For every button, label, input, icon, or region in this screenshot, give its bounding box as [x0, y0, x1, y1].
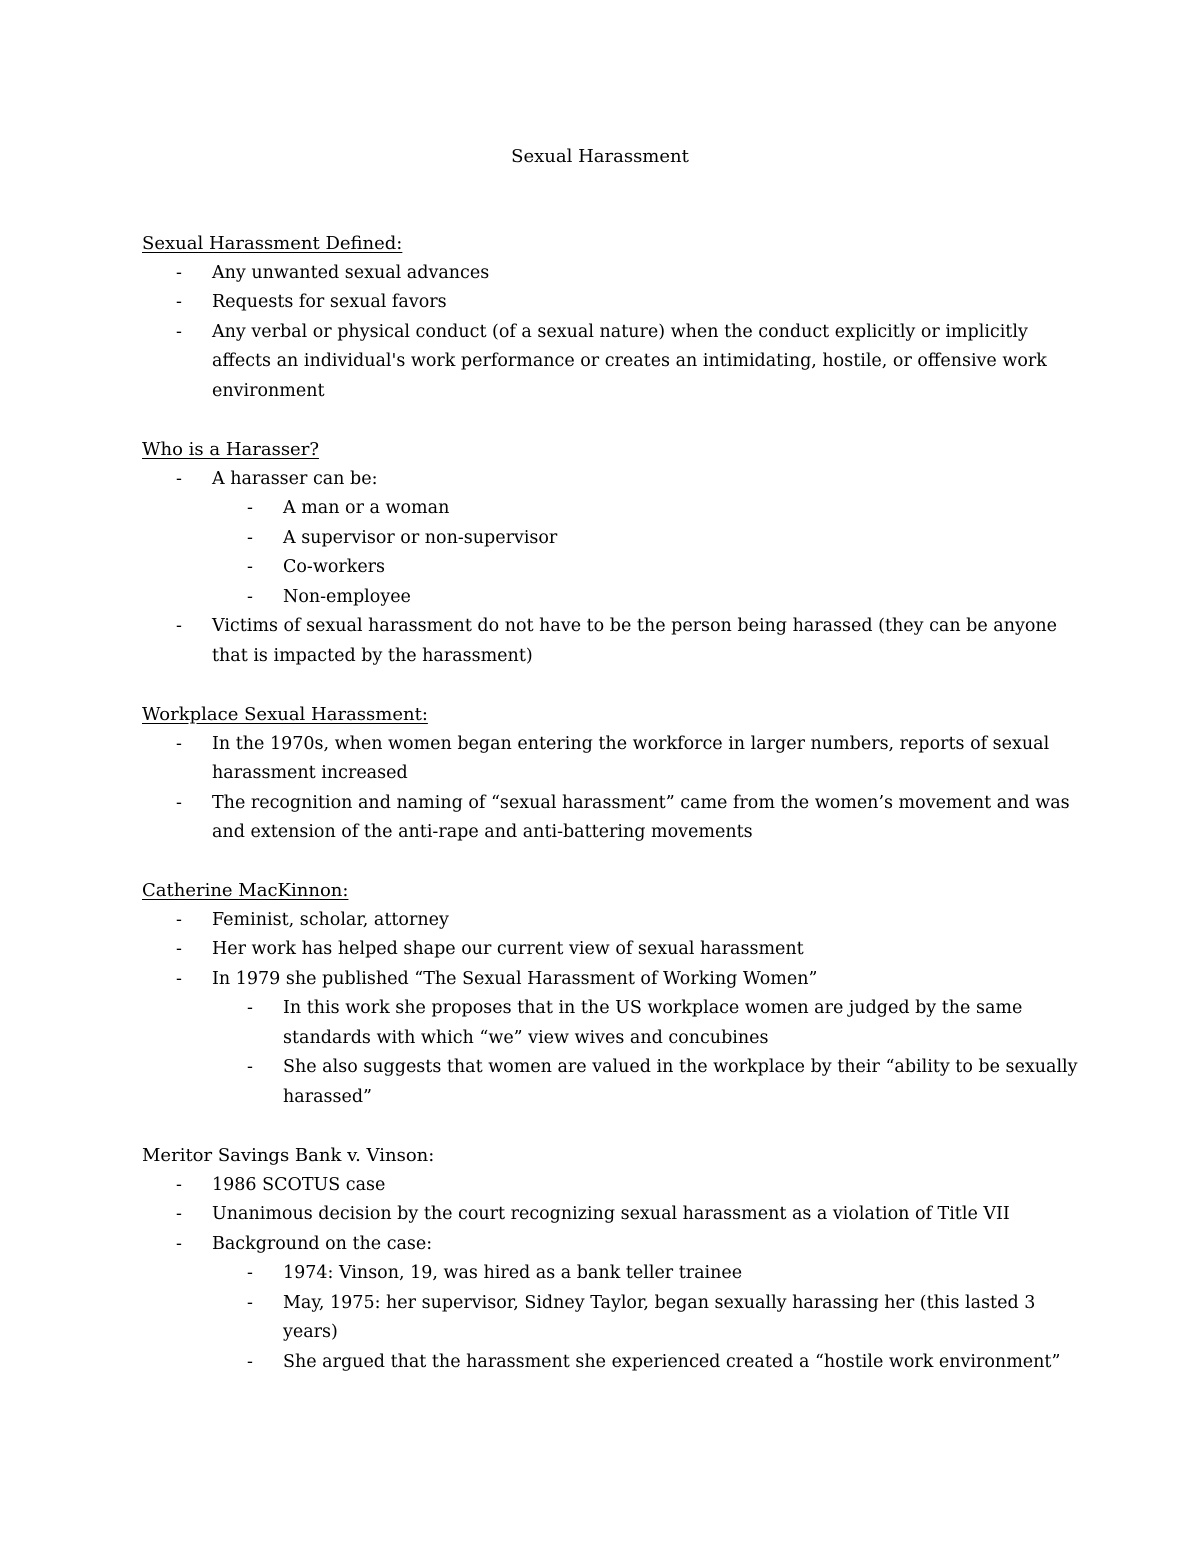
- section-sexual-harassment-defined: [142, 229, 1082, 406]
- dash-bullet-icon: -: [176, 1204, 182, 1224]
- list-item-text: Any unwanted sexual advances: [212, 262, 490, 283]
- list-item-text: Victims of sexual harassment do not have to be the person being harassed (they can be anyone that is impacted by the harassment): [212, 616, 1058, 666]
- list-item-text: Requests for sexual favors: [212, 292, 447, 312]
- list-item-text: Co-workers: [283, 557, 386, 577]
- dash-bullet-icon: -: [176, 616, 182, 636]
- list-item-text: A man or a woman: [283, 498, 450, 518]
- list-item: [142, 965, 1082, 995]
- list-item-text: The recognition and naming of “sexual harassment” came from the women’s movement and was and extension of the anti-rape and anti-battering movements: [212, 792, 1070, 842]
- list-item: [142, 465, 1082, 495]
- dash-bullet-icon: -: [247, 586, 253, 607]
- list-item: [142, 612, 1082, 671]
- list-item-text: Background on the case:: [212, 1233, 433, 1254]
- list-item: [142, 1200, 1082, 1230]
- list-item: [142, 524, 1082, 554]
- list-item: [142, 906, 1082, 936]
- list-item-text: A supervisor or non-supervisor: [283, 527, 558, 548]
- list-item-text: She also suggests that women are valued in the workplace by their “ability to be sexually harassed”: [283, 1057, 1078, 1107]
- list-item-text: In the 1970s, when women began entering the workforce in larger numbers, reports of sexual harassment increased: [212, 733, 1050, 783]
- list-item-text: Any verbal or physical conduct (of a sexual nature) when the conduct explicitly or implicitly affects an individual's work performance or creates an intimidating, hostile, or offensive work environment: [212, 321, 1047, 401]
- list-item-text: Unanimous decision by the court recognizing sexual harassment as a violation of Title VII: [212, 1204, 1010, 1224]
- dash-bullet-icon: -: [176, 792, 182, 813]
- dash-bullet-icon: -: [176, 939, 182, 959]
- section-catherine-mackinnon: [142, 876, 1082, 1112]
- list-item: [142, 994, 1082, 1053]
- bullet-list: [142, 1171, 1082, 1378]
- list-item: [142, 1053, 1082, 1112]
- section-meritor-savings-bank: [142, 1141, 1082, 1377]
- dash-bullet-icon: -: [176, 468, 182, 489]
- section-heading: Catherine MacKinnon:: [142, 880, 349, 901]
- dash-bullet-icon: -: [176, 1174, 182, 1195]
- dash-bullet-icon: -: [247, 1057, 253, 1077]
- dash-bullet-icon: -: [247, 998, 253, 1018]
- dash-bullet-icon: -: [176, 1233, 182, 1254]
- dash-bullet-icon: -: [176, 909, 182, 930]
- dash-bullet-icon: -: [247, 498, 253, 518]
- list-item-text: In 1979 she published “The Sexual Harassment of Working Women”: [212, 968, 818, 989]
- list-item: [142, 288, 1082, 318]
- list-item: [142, 789, 1082, 848]
- bullet-list: [142, 906, 1082, 1113]
- section-heading: Who is a Harasser?: [142, 439, 319, 460]
- list-item: [142, 1289, 1082, 1348]
- bullet-list: [142, 259, 1082, 407]
- list-item-text: May, 1975: her supervisor, Sidney Taylor, began sexually harassing her (this lasted 3 years): [283, 1292, 1036, 1342]
- list-item: [142, 1348, 1082, 1378]
- list-item-text: 1974: Vinson, 19, was hired as a bank teller trainee: [283, 1263, 743, 1283]
- dash-bullet-icon: -: [176, 733, 182, 754]
- list-item: [142, 1171, 1082, 1201]
- bullet-list: [142, 465, 1082, 672]
- section-heading: Meritor Savings Bank v. Vinson:: [142, 1145, 435, 1166]
- list-item-text: She argued that the harassment she experienced created a “hostile work environment”: [283, 1351, 1061, 1372]
- list-item-text: Her work has helped shape our current view of sexual harassment: [212, 939, 804, 959]
- list-item: [142, 259, 1082, 289]
- list-item-text: In this work she proposes that in the US workplace women are judged by the same standards with which “we” view wives and concubines: [283, 998, 1023, 1048]
- list-item-text: A harasser can be:: [212, 468, 378, 489]
- section-who-is-a-harasser: [142, 435, 1082, 671]
- dash-bullet-icon: -: [247, 1263, 253, 1283]
- section-workplace-sexual-harassment: [142, 700, 1082, 848]
- dash-bullet-icon: -: [247, 527, 253, 548]
- dash-bullet-icon: -: [176, 292, 182, 312]
- dash-bullet-icon: -: [247, 1351, 253, 1372]
- list-item-text: 1986 SCOTUS case: [212, 1174, 386, 1195]
- list-item: [142, 1230, 1082, 1260]
- list-item: [142, 494, 1082, 524]
- dash-bullet-icon: -: [176, 262, 182, 283]
- list-item-text: Feminist, scholar, attorney: [212, 909, 449, 930]
- list-item: [142, 1259, 1082, 1289]
- dash-bullet-icon: -: [176, 321, 182, 342]
- list-item: [142, 583, 1082, 613]
- dash-bullet-icon: -: [176, 968, 182, 989]
- list-item-text: Non-employee: [283, 586, 411, 607]
- section-heading: Sexual Harassment Defined:: [142, 233, 403, 254]
- bullet-list: [142, 730, 1082, 848]
- section-heading: Workplace Sexual Harassment:: [142, 704, 428, 725]
- dash-bullet-icon: -: [247, 557, 253, 577]
- list-item: [142, 730, 1082, 789]
- list-item: [142, 318, 1082, 407]
- list-item: [142, 553, 1082, 583]
- document-title: Sexual Harassment: [511, 146, 689, 167]
- dash-bullet-icon: -: [247, 1292, 253, 1313]
- list-item: [142, 935, 1082, 965]
